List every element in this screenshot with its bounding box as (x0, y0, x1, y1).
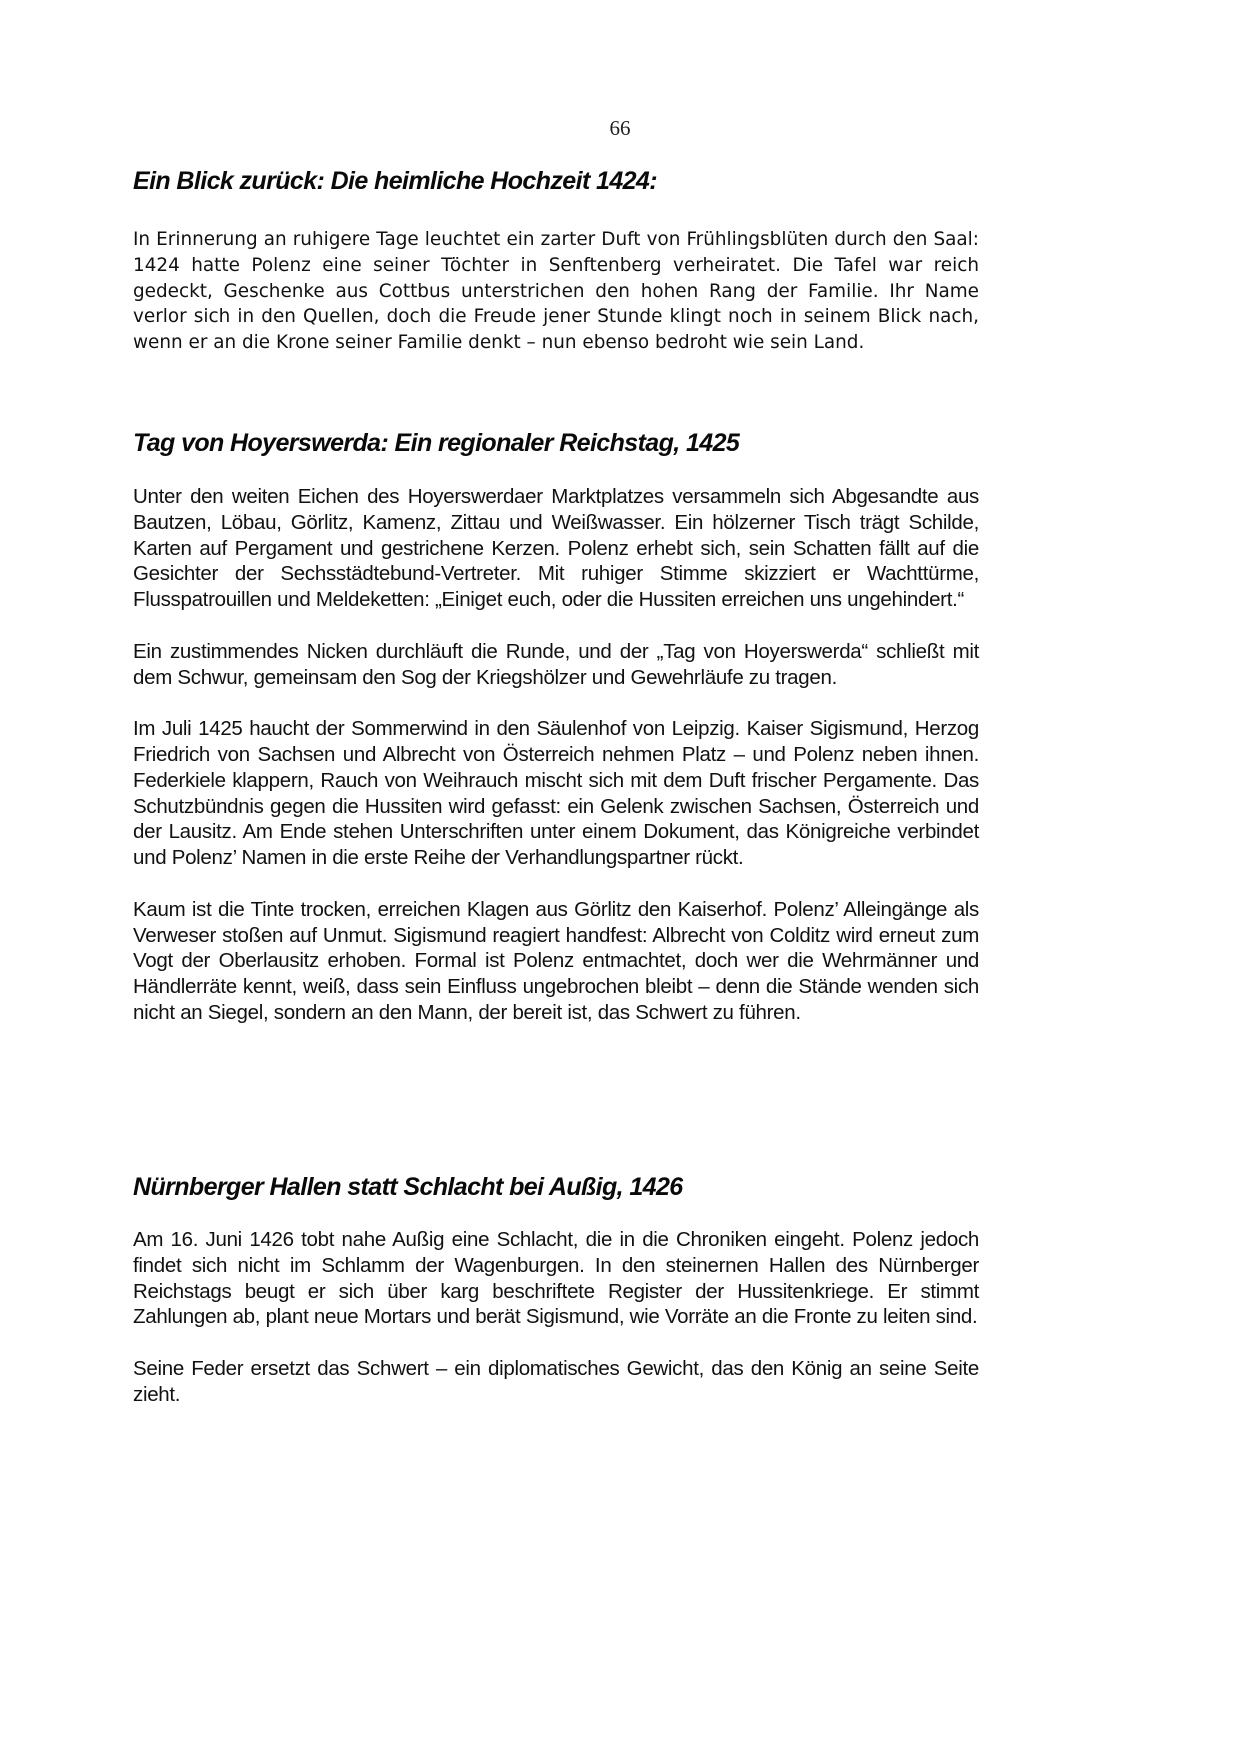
paragraph: Seine Feder ersetzt das Schwert – ein diplomatisches Gewicht, das den König an seine Seite zieht. (133, 1356, 979, 1406)
section-heading: Ein Blick zurück: Die heimliche Hochzeit 1424: (133, 167, 657, 195)
paragraph: Ein zustimmendes Nicken durchläuft die Runde, und der „Tag von Hoyerswerda“ schließt mit dem Schwur, gemeinsam den Sog der Kriegshölzer und Gewehrläufe zu tragen. (133, 639, 979, 689)
section-body (133, 484, 979, 1026)
section-heading: Nürnberger Hallen statt Schlacht bei Außig, 1426 (133, 1173, 683, 1201)
paragraph: Unter den weiten Eichen des Hoyerswerdaer Marktplatzes versammeln sich Abgesandte aus Bautzen, Löbau, Görlitz, Kamenz, Zittau und Weißwasser. Ein hölzerner Tisch trägt Schilde, Karten auf Pergament und gestrichene Kerzen. Polenz erhebt sich, sein Schatten fällt auf die Gesichter der Sechsstädtebund-Vertreter. Mit ruhiger Stimme skizziert er Wachttürme, Flusspatrouillen und Meldeketten: „Einiget euch, oder die Hussiten erreichen uns ungehindert.“ (133, 485, 979, 612)
section-body (133, 1227, 979, 1408)
paragraph: Im Juli 1425 haucht der Sommerwind in den Säulenhof von Leipzig. Kaiser Sigismund, Herzog Friedrich von Sachsen und Albrecht von Österreich nehmen Platz – und Polenz neben ihnen. Federkiele klappern, Rauch von Weihrauch mischt sich mit dem Duft frischer Pergamente. Das Schutzbündnis gegen die Hussiten wird gefasst: ein Gelenk zwischen Sachsen, Österreich und der Lausitz. Am Ende stehen Unterschriften unter einem Dokument, das Königreiche verbindet und Polenz’ Namen in die erste Reihe der Verhandlungspartner rückt. (133, 717, 979, 870)
paragraph: In Erinnerung an ruhigere Tage leuchtet ein zarter Duft von Frühlingsblüten durch den Saal: 1424 hatte Polenz eine seiner Töchter in Senftenberg verheiratet. Die Tafel war reich gedeckt, Geschenke aus Cottbus unterstrichen den hohen Rang der Familie. Ihr Name verlor sich in den Quellen, doch die Freude jener Stunde klingt noch in seinem Blick nach, wenn er an die Krone seiner Familie denkt – nun ebenso bedroht wie sein Land. (133, 229, 979, 354)
section-secret-wedding-1424 (133, 164, 979, 356)
paragraph: Am 16. Juni 1426 tobt nahe Außig eine Schlacht, die in die Chroniken eingeht. Polenz jedoch findet sich nicht im Schlamm der Wagenburgen. In den steinernen Hallen des Nürnberger Reichstags beugt er sich über karg beschriftete Register der Hussitenkriege. Er stimmt Zahlungen ab, plant neue Mortars und berät Sigismund, wie Vorräte an die Fronte zu leiten sind. (133, 1228, 979, 1329)
page-content (133, 164, 979, 1406)
page-number: 66 (609, 116, 631, 140)
paragraph: Kaum ist die Tinte trocken, erreichen Klagen aus Görlitz den Kaiserhof. Polenz’ Alleingänge als Verweser stoßen auf Unmut. Sigismund reagiert handfest: Albrecht von Colditz wird erneut zum Vogt der Oberlausitz erhoben. Formal ist Polenz entmachtet, doch wer die Wehrmänner und Händlerräte kennt, weiß, dass sein Einfluss ungebrochen bleibt – denn die Stände wenden sich nicht an Siegel, sondern an den Mann, der bereit ist, das Schwert zu führen. (133, 897, 979, 1024)
section-heading: Tag von Hoyerswerda: Ein regionaler Reichstag, 1425 (133, 429, 740, 457)
